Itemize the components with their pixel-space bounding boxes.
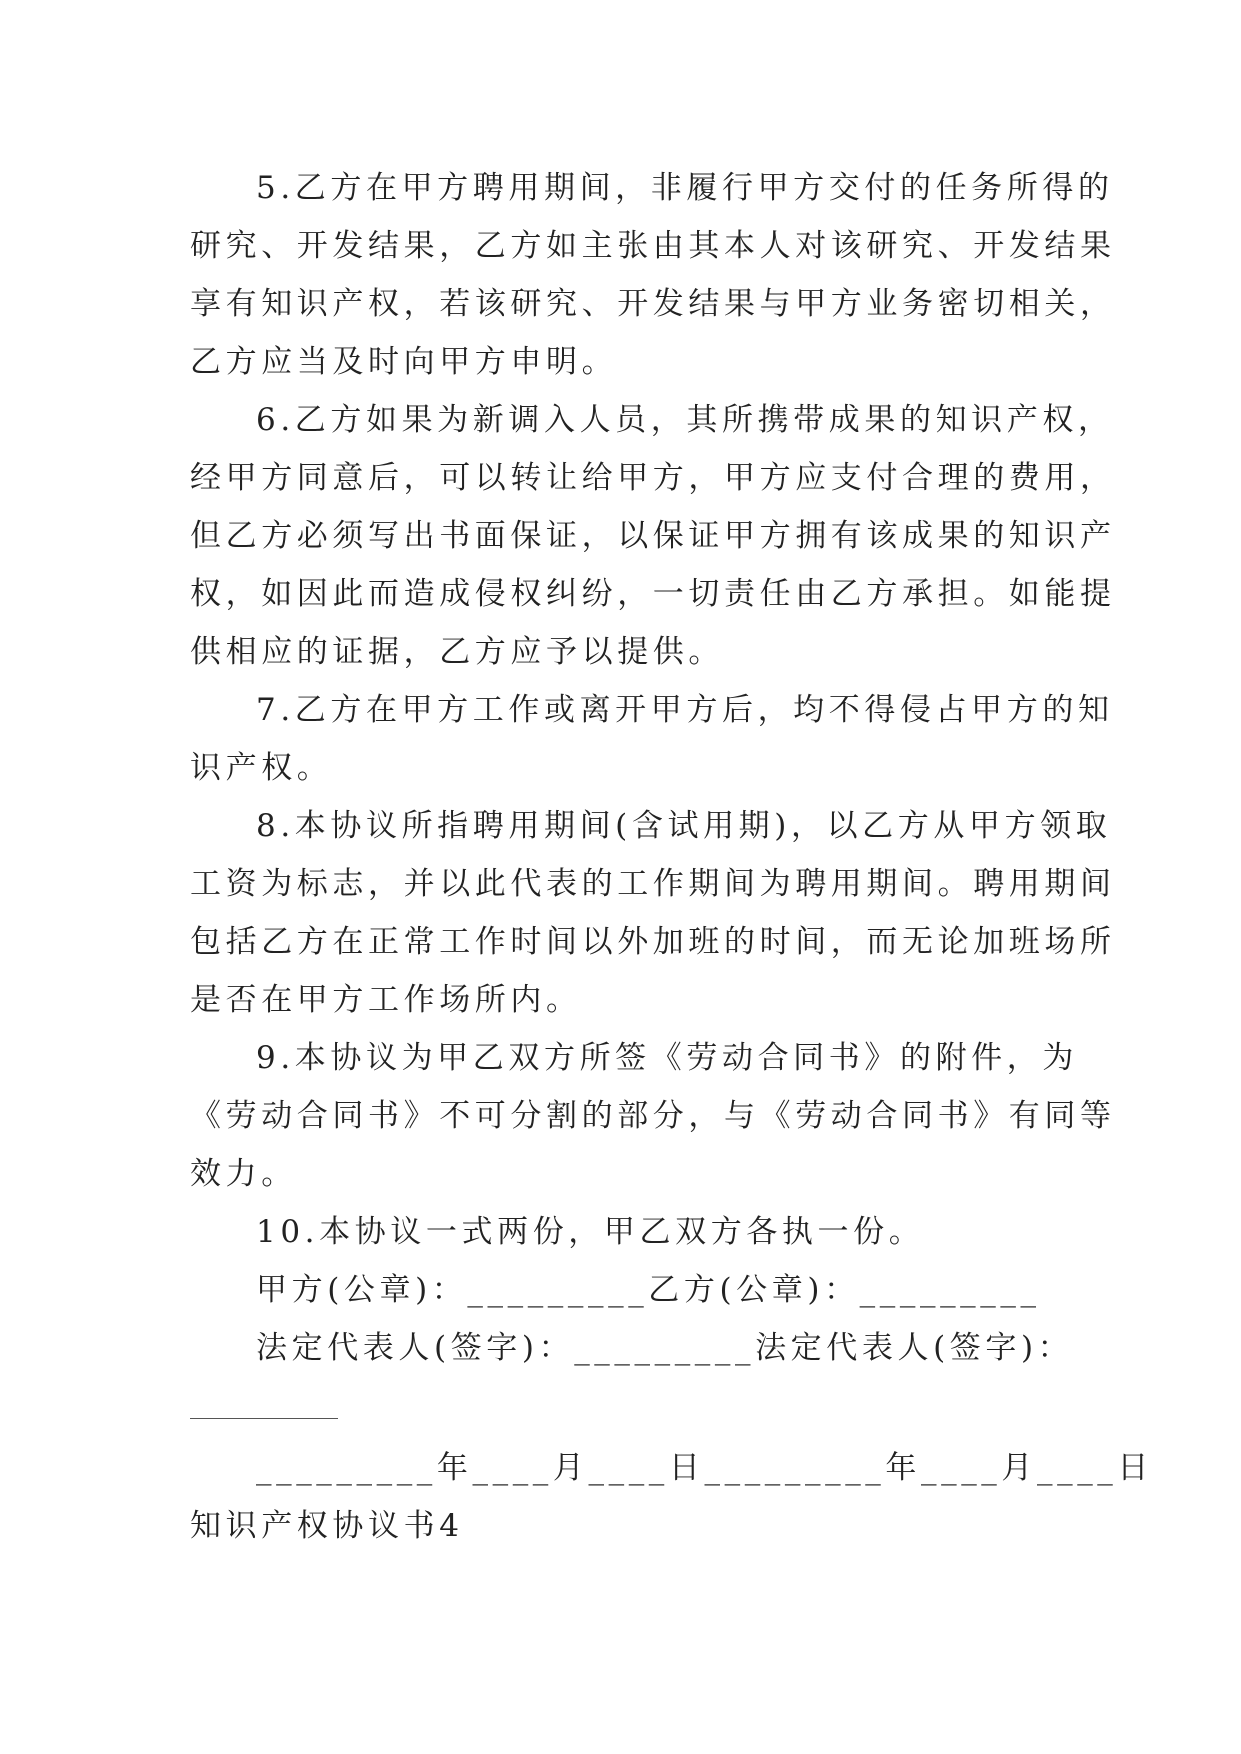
clause-7-line-2: 识产权。 [190,750,333,786]
clause-5-line-1: 5.乙方在甲方聘用期间，非履行甲方交付的任务所得的 [256,170,1114,206]
party-seals-line: 甲方(公章)：_________乙方(公章)：_________ [256,1272,1041,1308]
clause-5-line-2: 研究、开发结果，乙方如主张由其本人对该研究、开发结果 [190,228,1116,264]
clause-9-line-1: 9.本协议为甲乙双方所签《劳动合同书》的附件，为 [256,1040,1078,1076]
clause-8-line-2: 工资为标志，并以此代表的工作期间为聘用期间。聘用期间 [190,866,1116,902]
clause-5-line-4: 乙方应当及时向甲方申明。 [190,344,618,380]
next-document-title: 知识产权协议书4 [190,1508,464,1544]
clause-8-line-1: 8.本协议所指聘用期间(含试用期)，以乙方从甲方领取 [256,808,1112,844]
clause-6-line-1: 6.乙方如果为新调入人员，其所携带成果的知识产权， [256,402,1114,438]
clause-6-line-3: 但乙方必须写出书面保证，以保证甲方拥有该成果的知识产 [190,518,1116,554]
clause-6-line-2: 经甲方同意后，可以转让给甲方，甲方应支付合理的费用， [190,460,1116,496]
clause-6-line-5: 供相应的证据，乙方应予以提供。 [190,634,724,670]
legal-representative-line: 法定代表人(签字)：_________法定代表人(签字)： [256,1330,1074,1366]
clause-8-line-4: 是否在甲方工作场所内。 [190,982,582,1018]
clause-9-line-3: 效力。 [190,1156,297,1192]
clause-6-line-4: 权，如因此而造成侵权纠纷，一切责任由乙方承担。如能提 [190,576,1116,612]
clause-9-line-2: 《劳动合同书》不可分割的部分，与《劳动合同书》有同等 [190,1098,1116,1134]
clause-5-line-3: 享有知识产权，若该研究、开发结果与甲方业务密切相关， [190,286,1116,322]
clause-8-line-3: 包括乙方在正常工作时间以外加班的时间，而无论加班场所 [190,924,1116,960]
signature-blank-line [190,1418,338,1419]
clause-7-line-1: 7.乙方在甲方工作或离开甲方后，均不得侵占甲方的知 [256,692,1114,728]
date-line: _________年____月____日_________年____月____日 [256,1450,1153,1486]
clause-10-line: 10.本协议一式两份，甲乙双方各执一份。 [256,1214,925,1250]
